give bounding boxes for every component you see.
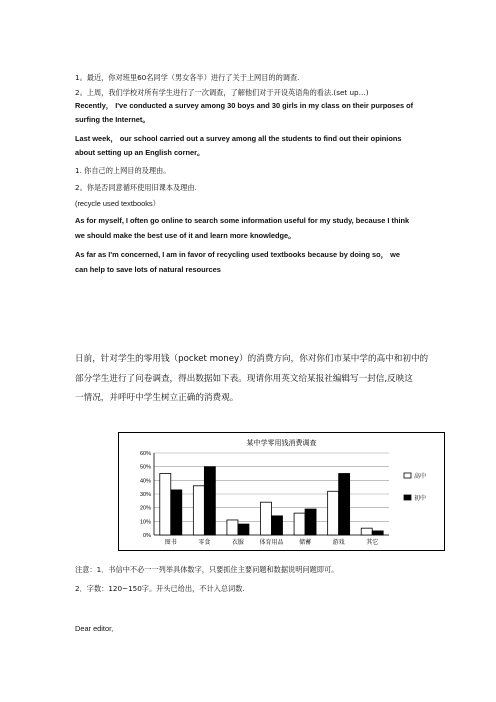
legend-swatch <box>404 473 411 478</box>
note-line-2: 2．字数：120~150字。开头已给出，不计入总词数. <box>75 584 245 593</box>
answer-line-2-cont: about setting up an English corner。 <box>75 148 205 157</box>
legend-label: 高中 <box>414 473 427 480</box>
x-tick-label: 衣服 <box>231 539 244 546</box>
bar-junior <box>171 490 182 535</box>
task-line-1: 1。最近，你对班里60名同学（男女各半）进行了关于上网目的的调查. <box>75 73 300 82</box>
answer-line-4: As far as I'm concerned, I am in favor of recycling used textbooks because by doing so， we <box>75 250 400 259</box>
task-line-2: 2。上周，我们学校对所有学生进行了一次调查，了解他们对于开设英语角的看法.(set up…) <box>75 88 369 97</box>
y-tick-label: 60% <box>139 451 151 457</box>
y-tick-label: 0% <box>143 533 151 539</box>
task-line-4: 2。你是否同意循环使用旧课本及理由. <box>75 183 197 192</box>
answer-line-3-cont: we should make the best use of it and learn more knowledge。 <box>75 231 296 240</box>
letter-salutation: Dear editor, <box>75 624 114 633</box>
answer-line-3: As for myself, I often go online to search some information useful for my study, because I think <box>75 216 410 225</box>
x-tick-label: 游戏 <box>332 539 345 546</box>
task-line-4-note: (recycle used textbooks） <box>75 199 161 208</box>
legend-label: 初中 <box>414 495 427 502</box>
y-tick-label: 50% <box>139 464 151 471</box>
prompt-line-2: 部分学生进行了问卷调查，得出数据如下表。现请你用英文给某报社编辑写一封信,反映这 <box>75 374 413 384</box>
bar-senior <box>160 474 171 536</box>
x-tick-label: 图书 <box>164 539 177 546</box>
note-line-1: 注意：1．书信中不必一一列举具体数字，只要抓住主要问题和数据说明问题即可。 <box>75 565 339 574</box>
bar-junior <box>238 524 249 535</box>
bar-junior <box>372 531 383 535</box>
chart-title: 某中学零用钱消费调查 <box>246 439 317 447</box>
spending-survey-chart <box>118 432 445 551</box>
bar-senior <box>361 528 372 535</box>
bar-junior <box>339 474 350 536</box>
legend-swatch <box>404 495 411 500</box>
answer-line-1-cont: surfing the Internet。 <box>75 115 150 124</box>
bar-senior <box>261 502 272 535</box>
bar-junior <box>305 509 316 535</box>
bar-senior <box>227 520 238 535</box>
y-tick-label: 30% <box>139 492 151 498</box>
prompt-line-1: 日前，针对学生的零用钱（pocket money）的消费方向，你对你们市某中学的高中和初中的 <box>75 354 429 364</box>
bar-senior <box>328 491 339 535</box>
y-tick-label: 10% <box>139 519 151 526</box>
bar-senior <box>193 486 204 535</box>
y-tick-label: 40% <box>139 478 151 485</box>
task-line-3: 1. 你自己的上网目的及理由。 <box>75 166 171 175</box>
answer-line-1: Recently， I've conducted a survey among 30 boys and 30 girls in my class on their purposes of <box>75 101 414 110</box>
prompt-line-3: 一情况，并呼吁中学生树立正确的消费观。 <box>75 393 239 403</box>
x-tick-label: 储蓄 <box>299 539 312 546</box>
bar-junior <box>272 516 283 535</box>
x-tick-label: 零食 <box>198 539 211 546</box>
x-tick-label: 体育用品 <box>259 539 284 546</box>
answer-line-2: Last week， our school carried out a survey among all the students to find out their opinions <box>75 134 402 143</box>
bar-senior <box>294 513 305 535</box>
answer-line-4-cont: can help to save lots of natural resources <box>75 265 221 274</box>
bar-junior <box>204 467 215 535</box>
x-tick-label: 其它 <box>366 539 379 546</box>
y-tick-label: 20% <box>139 505 151 512</box>
chart-svg <box>119 433 444 550</box>
